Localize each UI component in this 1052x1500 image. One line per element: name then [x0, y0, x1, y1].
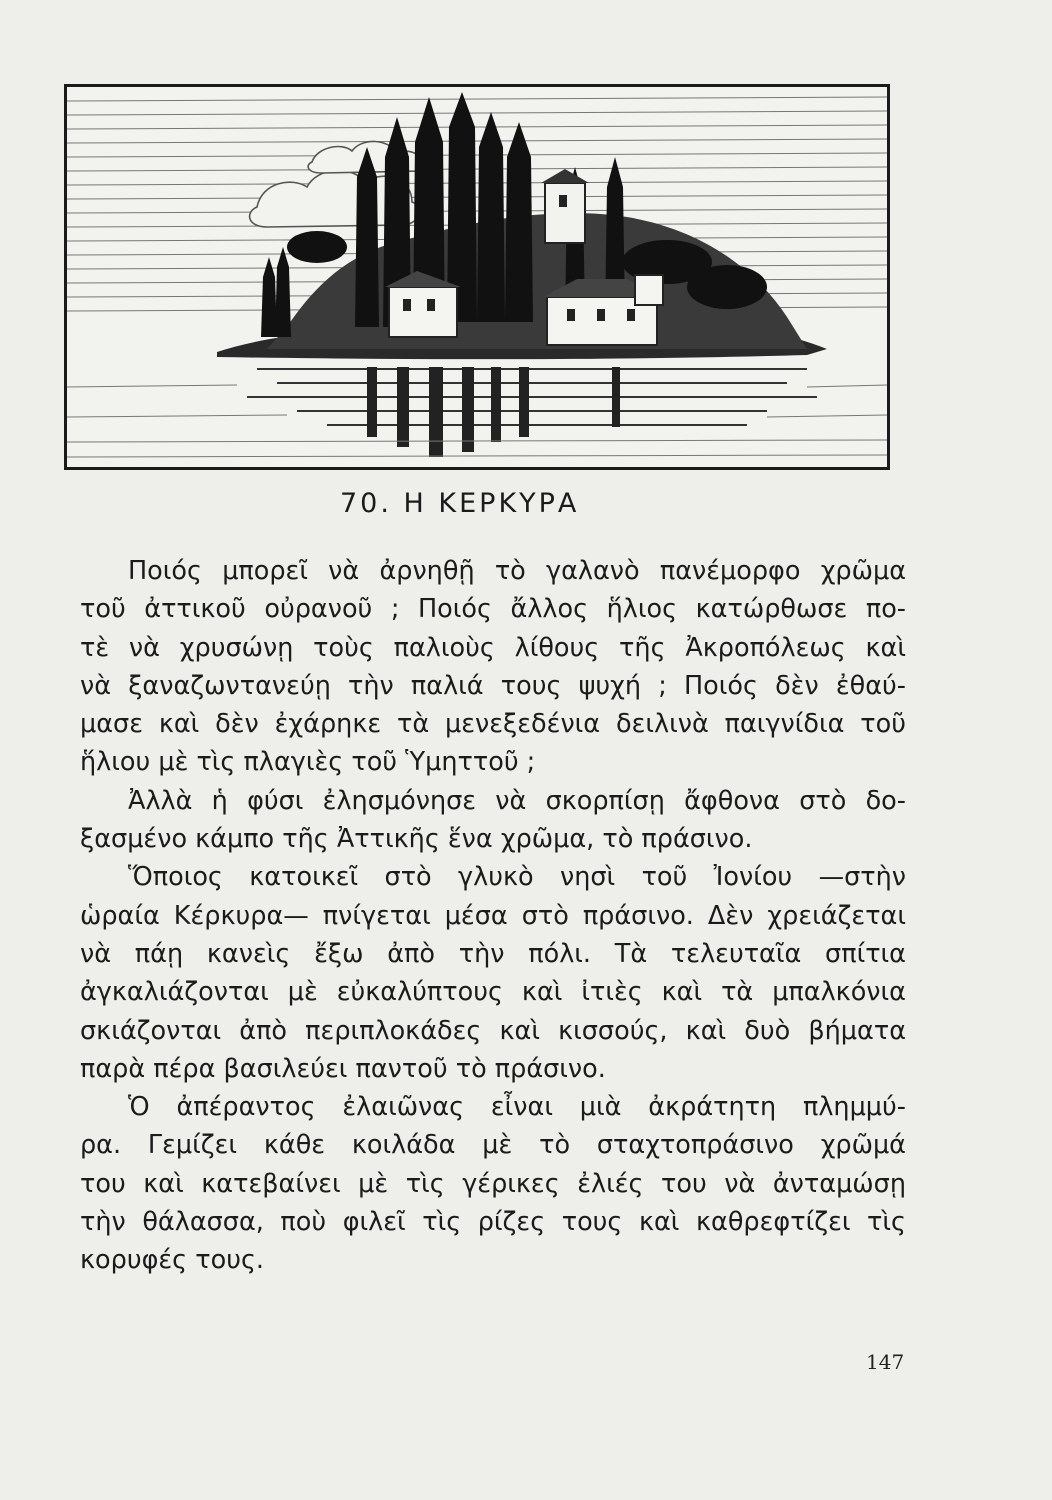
text-line: Ὅποιος κατοικεῖ στὸ γλυκὸ νησὶ τοῦ Ἰονίου —στὴν	[128, 862, 906, 893]
text-line: ὡραία Κέρκυρα— πνίγεται μέσα στὸ πράσινο. Δὲν χρειάζεται	[80, 900, 906, 931]
monastery-tower	[541, 169, 589, 243]
text-line: νὰ πάῃ κανεὶς ἔξω ἀπὸ τὴν πόλι. Τὰ τελευταῖα σπίτια	[80, 938, 906, 969]
text-line: Ποιός μπορεῖ νὰ ἀρνηθῇ τὸ γαλανὸ πανέμορφο χρῶμα	[128, 556, 906, 586]
text-line: σκιάζονται ἀπὸ περιπλοκάδες καὶ κισσούς, καὶ δυὸ βήματα	[80, 1015, 906, 1046]
text-line: ἀγκαλιάζονται μὲ εὐκαλύπτους καὶ ἰτιὲς καὶ τὰ μπαλκόνια	[80, 977, 906, 1008]
water-reflections	[247, 369, 817, 425]
island-drawing	[67, 87, 887, 467]
text-line: ρα. Γεμίζει κάθε κοιλάδα μὲ τὸ σταχτοπράσινο χρῶμά	[80, 1130, 906, 1161]
island-illustration	[64, 84, 890, 470]
text-line: Ὁ ἀπέραντος ἐλαιῶνας εἶναι μιὰ ἀκράτητη πλημμύ-	[128, 1092, 906, 1123]
text-line: παρὰ πέρα βασιλεύει παντοῦ τὸ πράσινο.	[80, 1053, 606, 1084]
chapter-body	[80, 552, 906, 1280]
text-line: κορυφές τους.	[80, 1245, 265, 1276]
text-line: μασε καὶ δὲν ἐχάρηκε τὰ μενεξεδένια δειλινὰ παιγνίδια τοῦ	[80, 709, 906, 740]
text-line: νὰ ξαναζωντανεύῃ τὴν παλιά τους ψυχή ; Ποιός δὲν ἐθαύ-	[80, 670, 906, 701]
text-line: τὲ νὰ χρυσώνῃ τοὺς παλιοὺς λίθους τῆς Ἀκροπόλεως καὶ	[80, 632, 906, 663]
chapter-title: 70. Η ΚΕΡΚΥΡΑ	[340, 488, 580, 519]
text-line: ἥλιου μὲ τὶς πλαγιὲς τοῦ Ὑμηττοῦ ;	[80, 747, 536, 778]
text-line: Ἀλλὰ ἡ φύσι ἐλησμόνησε νὰ σκορπίσῃ ἄφθονα στὸ δο-	[128, 785, 906, 816]
text-line: ξασμένο κάμπο τῆς Ἀττικῆς ἕνα χρῶμα, τὸ πράσινο.	[80, 824, 753, 855]
sea-hatching	[67, 385, 887, 457]
text-line: τοῦ ἀττικοῦ οὐρανοῦ ; Ποιός ἄλλος ἥλιος κατώρθωσε πο-	[80, 594, 906, 625]
text-line: τὴν θάλασσα, ποὺ φιλεῖ τὶς ρίζες τους καὶ καθρεφτίζει τὶς	[80, 1207, 906, 1238]
text-line: του καὶ κατεβαίνει μὲ τὶς γέρικες ἐλιές του νὰ ἀνταμώσῃ	[80, 1168, 906, 1199]
page-number: 147	[866, 1350, 905, 1374]
